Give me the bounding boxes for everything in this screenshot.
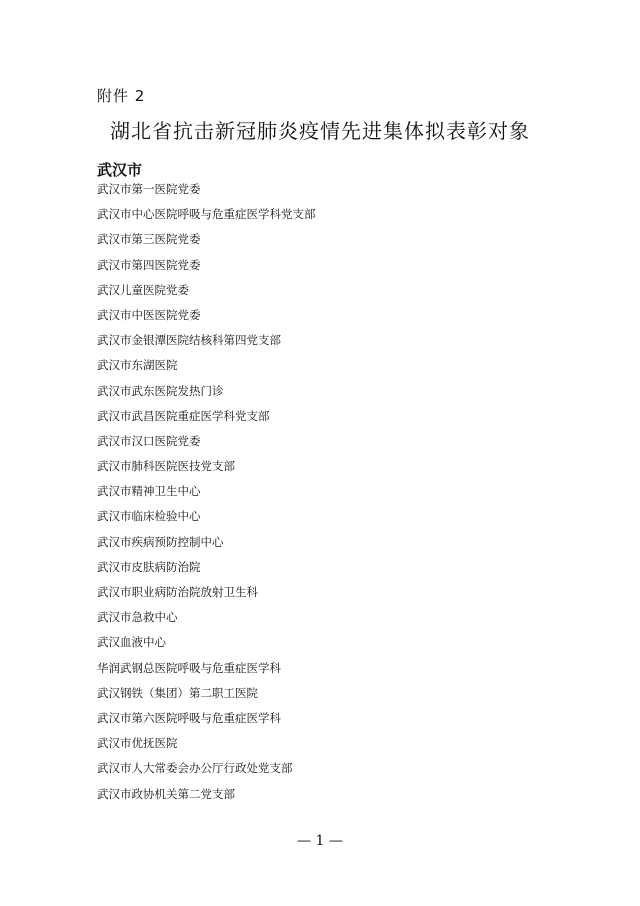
document-title: 湖北省抗击新冠肺炎疫情先进集体拟表彰对象 [110, 119, 530, 143]
list-item: 武汉市精神卫生中心 [97, 484, 201, 499]
list-item: 武汉市武东医院发热门诊 [97, 383, 224, 398]
list-item: 武汉市汉口医院党委 [97, 433, 201, 448]
list-item: 武汉市临床检验中心 [97, 509, 201, 524]
list-item: 武汉钢铁（集团）第二职工医院 [97, 685, 258, 700]
list-item: 华润武钢总医院呼吸与危重症医学科 [97, 660, 281, 675]
entry-list [97, 181, 316, 811]
list-item: 武汉市第四医院党委 [97, 257, 201, 272]
list-item: 武汉市第三医院党委 [97, 232, 201, 247]
page-number: — 1 — [297, 833, 343, 849]
list-item: 武汉市急救中心 [97, 610, 178, 625]
list-item: 武汉儿童医院党委 [97, 282, 189, 297]
list-item: 武汉市中心医院呼吸与危重症医学科党支部 [97, 207, 316, 222]
list-item: 武汉市皮肤病防治院 [97, 559, 201, 574]
list-item: 武汉市政协机关第二党支部 [97, 786, 235, 801]
list-item: 武汉市金银潭医院结核科第四党支部 [97, 333, 281, 348]
list-item: 武汉市东湖医院 [97, 358, 178, 373]
list-item: 武汉市武昌医院重症医学科党支部 [97, 408, 270, 423]
list-item: 武汉市职业病防治院放射卫生科 [97, 585, 258, 599]
list-item: 武汉血液中心 [97, 635, 166, 650]
list-item: 武汉市人大常委会办公厅行政处党支部 [97, 761, 293, 776]
list-item: 武汉市第六医院呼吸与危重症医学科 [97, 710, 281, 725]
list-item: 武汉市疾病预防控制中心 [97, 534, 224, 549]
list-item: 武汉市优抚医院 [97, 736, 178, 751]
list-item: 武汉市肺科医院医技党支部 [97, 459, 235, 474]
section-title: 武汉市 [97, 161, 143, 179]
list-item: 武汉市中医医院党委 [97, 307, 201, 322]
list-item: 武汉市第一医院党委 [97, 182, 201, 196]
attachment-label: 附件 2 [97, 87, 146, 105]
